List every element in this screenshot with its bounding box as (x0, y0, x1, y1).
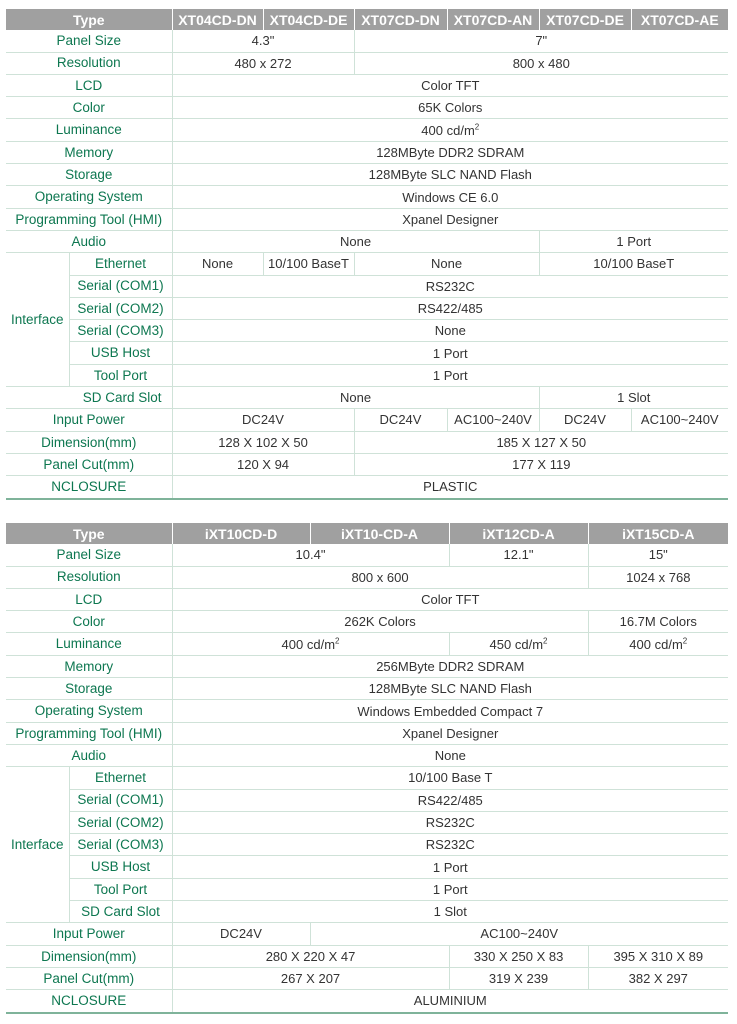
row-ethernet (6, 253, 728, 275)
cell-value: Windows Embedded Compact 7 (172, 700, 728, 722)
row-label: Color (6, 611, 172, 633)
row-label: Programming Tool (HMI) (6, 208, 172, 230)
model-header: iXT15CD-A (588, 523, 728, 544)
row-label: Panel Size (6, 30, 172, 52)
row-label: Tool Port (69, 878, 172, 900)
row-label: Ethernet (69, 767, 172, 789)
cell-value: 256MByte DDR2 SDRAM (172, 655, 728, 677)
model-header: XT07CD-DE (539, 9, 631, 30)
cell-value: 12.1" (449, 544, 588, 566)
cell-value (172, 119, 728, 141)
interface-group-label: Interface (6, 253, 69, 387)
row-label: Panel Size (6, 544, 172, 566)
cell-value: 395 X 310 X 89 (588, 945, 728, 967)
row-input-power (6, 923, 728, 945)
row-input-power (6, 409, 728, 431)
cell-value: 800 x 480 (354, 52, 728, 74)
row-enclosure (6, 476, 728, 499)
cell-value: 280 X 220 X 47 (172, 945, 449, 967)
row-memory (6, 141, 728, 163)
row-sd-card (6, 901, 728, 923)
row-lcd (6, 588, 728, 610)
cell-value: 128 X 102 X 50 (172, 431, 354, 453)
cell-value: Windows CE 6.0 (172, 186, 728, 208)
row-label: Programming Tool (HMI) (6, 722, 172, 744)
cell-value: ALUMINIUM (172, 990, 728, 1013)
row-label: Audio (6, 744, 172, 766)
cell-value: DC24V (172, 409, 354, 431)
row-label: USB Host (69, 342, 172, 364)
superscript: 2 (682, 636, 688, 646)
cell-value: 10.4" (172, 544, 449, 566)
cell-value: DC24V (354, 409, 447, 431)
row-panel-size (6, 30, 728, 52)
model-header: XT04CD-DN (172, 9, 263, 30)
cell-value: 1 Port (172, 364, 728, 386)
cell-value: 319 X 239 (449, 967, 588, 989)
row-label: Serial (COM3) (69, 320, 172, 342)
row-memory (6, 655, 728, 677)
cell-value (449, 633, 588, 655)
cell-value: AC100~240V (310, 923, 728, 945)
row-label: SD Card Slot (69, 901, 172, 923)
cell-value (172, 633, 449, 655)
header-row (6, 523, 728, 544)
cell-value: 1 Slot (172, 901, 728, 923)
row-label: Storage (6, 678, 172, 700)
row-panel-cut (6, 967, 728, 989)
row-sd-card (6, 387, 728, 409)
model-header: iXT12CD-A (449, 523, 588, 544)
row-lcd (6, 74, 728, 96)
superscript: 2 (543, 636, 548, 646)
row-label: Serial (COM1) (69, 789, 172, 811)
cell-value: 177 X 119 (354, 453, 728, 475)
row-label: Serial (COM2) (69, 811, 172, 833)
row-label: Color (6, 97, 172, 119)
cell-value: None (172, 320, 728, 342)
cell-value: 7" (354, 30, 728, 52)
superscript: 2 (335, 636, 340, 646)
cell-value: RS232C (172, 834, 728, 856)
row-label: SD Card Slot (6, 387, 172, 409)
row-com2 (6, 297, 728, 319)
cell-value: 65K Colors (172, 97, 728, 119)
cell-value: DC24V (539, 409, 631, 431)
row-label: LCD (6, 588, 172, 610)
row-label: Luminance (6, 633, 172, 655)
row-label: Memory (6, 655, 172, 677)
row-resolution (6, 52, 728, 74)
row-label: Ethernet (69, 253, 172, 275)
row-os (6, 700, 728, 722)
luminance-value: 450 cd/m (489, 636, 544, 652)
cell-value: None (172, 253, 263, 275)
cell-value: 15" (588, 544, 728, 566)
model-header: XT07CD-AE (631, 9, 728, 30)
row-label: LCD (6, 74, 172, 96)
cell-value: 330 X 250 X 83 (449, 945, 588, 967)
row-dimension (6, 945, 728, 967)
cell-value: None (172, 387, 539, 409)
spec-table-xt (6, 9, 728, 500)
cell-value: PLASTIC (172, 476, 728, 499)
row-label: Input Power (6, 923, 172, 945)
cell-value: 1 Slot (539, 387, 728, 409)
cell-value: 1024 x 768 (588, 566, 728, 588)
cell-value: 480 x 272 (172, 52, 354, 74)
cell-value: 382 X 297 (588, 967, 728, 989)
cell-value: None (172, 744, 728, 766)
cell-value: DC24V (172, 923, 310, 945)
row-label: Audio (6, 230, 172, 252)
spec-table-ixt (6, 523, 728, 1014)
cell-value: RS422/485 (172, 789, 728, 811)
row-label: NCLOSURE (6, 990, 172, 1013)
row-storage (6, 678, 728, 700)
row-label: Memory (6, 141, 172, 163)
cell-value: RS232C (172, 275, 728, 297)
cell-value: 267 X 207 (172, 967, 449, 989)
type-header: Type (6, 9, 172, 30)
cell-value: Color TFT (172, 588, 728, 610)
row-audio (6, 230, 728, 252)
row-label: Panel Cut(mm) (6, 453, 172, 475)
row-programming-tool (6, 208, 728, 230)
row-label: Resolution (6, 52, 172, 74)
interface-group-label: Interface (6, 767, 69, 923)
row-label: USB Host (69, 856, 172, 878)
row-usb-host (6, 856, 728, 878)
row-label: Serial (COM3) (69, 834, 172, 856)
cell-value: AC100~240V (631, 409, 728, 431)
row-ethernet (6, 767, 728, 789)
row-label: Tool Port (69, 364, 172, 386)
row-label: NCLOSURE (6, 476, 172, 499)
row-storage (6, 164, 728, 186)
row-com3 (6, 834, 728, 856)
cell-value: RS232C (172, 811, 728, 833)
cell-value: 120 X 94 (172, 453, 354, 475)
row-color (6, 97, 728, 119)
row-luminance (6, 119, 728, 141)
header-row (6, 9, 728, 30)
cell-value (588, 633, 728, 655)
row-luminance (6, 633, 728, 655)
row-label: Serial (COM1) (69, 275, 172, 297)
cell-value: 10/100 BaseT (263, 253, 354, 275)
row-tool-port (6, 364, 728, 386)
luminance-value: 400 cd/m (281, 636, 336, 652)
row-enclosure (6, 990, 728, 1013)
cell-value: Xpanel Designer (172, 208, 728, 230)
cell-value: 1 Port (539, 230, 728, 252)
row-os (6, 186, 728, 208)
model-header: XT04CD-DE (263, 9, 354, 30)
row-label: Input Power (6, 409, 172, 431)
row-com1 (6, 789, 728, 811)
model-header: XT07CD-DN (354, 9, 447, 30)
cell-value: 1 Port (172, 856, 728, 878)
row-usb-host (6, 342, 728, 364)
cell-value: 800 x 600 (172, 566, 588, 588)
type-header: Type (6, 523, 172, 544)
row-panel-cut (6, 453, 728, 475)
row-color (6, 611, 728, 633)
cell-value: 1 Port (172, 878, 728, 900)
row-programming-tool (6, 722, 728, 744)
luminance-value: 400 cd/m (421, 122, 475, 138)
row-panel-size (6, 544, 728, 566)
cell-value: 262K Colors (172, 611, 588, 633)
row-dimension (6, 431, 728, 453)
row-com1 (6, 275, 728, 297)
cell-value: Xpanel Designer (172, 722, 728, 744)
cell-value: None (172, 230, 539, 252)
row-label: Dimension(mm) (6, 945, 172, 967)
cell-value: 128MByte SLC NAND Flash (172, 678, 728, 700)
row-label: Storage (6, 164, 172, 186)
row-label: Operating System (6, 700, 172, 722)
cell-value: Color TFT (172, 74, 728, 96)
row-label: Luminance (6, 119, 172, 141)
row-resolution (6, 566, 728, 588)
model-header: iXT10-CD-A (310, 523, 449, 544)
cell-value: 128MByte DDR2 SDRAM (172, 141, 728, 163)
cell-value: AC100~240V (447, 409, 539, 431)
superscript: 2 (474, 122, 480, 132)
row-label: Dimension(mm) (6, 431, 172, 453)
row-com2 (6, 811, 728, 833)
cell-value: 185 X 127 X 50 (354, 431, 728, 453)
luminance-value: 400 cd/m (629, 636, 683, 652)
row-label: Panel Cut(mm) (6, 967, 172, 989)
row-label: Serial (COM2) (69, 297, 172, 319)
model-header: XT07CD-AN (447, 9, 539, 30)
cell-value: 10/100 Base T (172, 767, 728, 789)
cell-value: 10/100 BaseT (539, 253, 728, 275)
cell-value: RS422/485 (172, 297, 728, 319)
cell-value: 16.7M Colors (588, 611, 728, 633)
cell-value: 4.3" (172, 30, 354, 52)
row-label: Operating System (6, 186, 172, 208)
row-tool-port (6, 878, 728, 900)
row-com3 (6, 320, 728, 342)
row-audio (6, 744, 728, 766)
cell-value: None (354, 253, 539, 275)
row-label: Resolution (6, 566, 172, 588)
cell-value: 128MByte SLC NAND Flash (172, 164, 728, 186)
model-header: iXT10CD-D (172, 523, 310, 544)
cell-value: 1 Port (172, 342, 728, 364)
